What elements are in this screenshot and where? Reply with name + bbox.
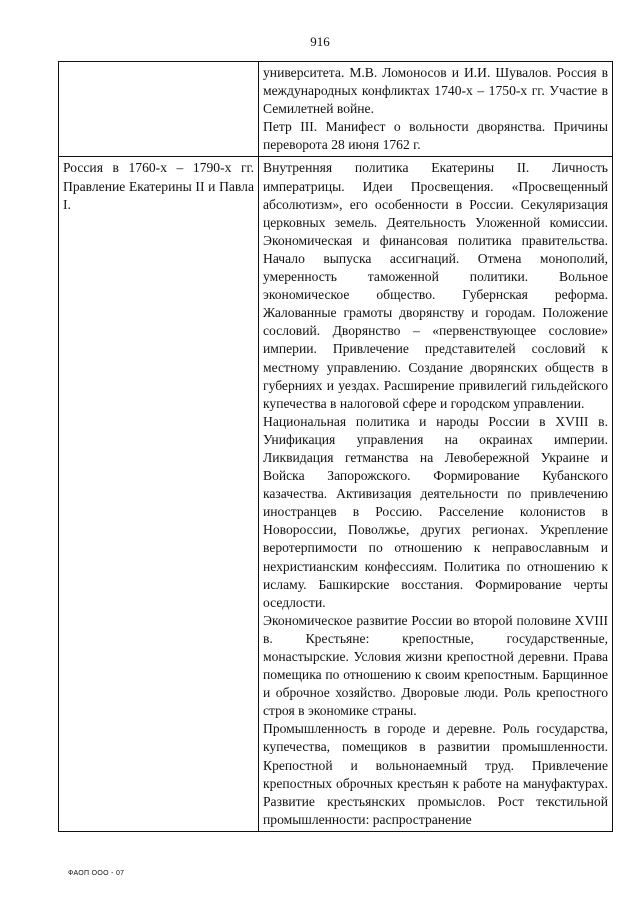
content-paragraph: Петр III. Манифест о вольности дворянства. Причины переворота 28 июня 1762 г. xyxy=(263,119,608,153)
content-cell xyxy=(259,62,613,157)
page-number: 916 xyxy=(310,34,330,49)
curriculum-table xyxy=(58,61,613,832)
content-paragraph: Экономическое развитие России во второй половине XVIII в. Крестьяне: крепостные, государственные, монастырские. Условия жизни крепостной деревни. Права помещика по отношению к своим крепостным. Барщинное и оброчное хозяйство. Дворовые люди. Роль крепостного строя в экономике страны. xyxy=(263,612,608,719)
topic-cell xyxy=(59,157,259,831)
content-paragraph: Внутренняя политика Екатерины II. Личность императрицы. Идеи Просвещения. «Просвещенный абсолютизм», его особенности в России. Секуляризация церковных земель. Деятельность Уложенной комиссии. Экономическая и финансовая политика правительства. Начало выпуска ассигнаций. Отмена монополий, умеренность таможенной политики. Вольное экономическое общество. Губернская реформа. Жалованные грамоты дворянству и городам. Положение сословий. Дворянство – «первенствующее сословие» империи. Привлечение представителей сословий к местному управлению. Создание дворянских обществ в губерниях и уездах. Расширение привилегий гильдейского купечества в налоговой сфере и городском управлении. xyxy=(263,160,608,411)
content-paragraph: Национальная политика и народы России в XVIII в. Унификация управления на окраинах империи. Ликвидация гетманства на Левобережной Украине и Войска Запорожского. Формирование Кубанского казачества. Активизация деятельности по привлечению иностранцев в Россию. Расселение колонистов в Новороссии, Поволжье, других регионах. Укрепление веротерпимости по отношению к неправославным и нехристианским конфессиям. Политика по отношению к исламу. Башкирские восстания. Формирование черты оседлости. xyxy=(263,413,608,610)
content-paragraph: Промышленность в городе и деревне. Роль государства, купечества, помещиков в развитии промышленности. Крепостной и вольнонаемный труд. Привлечение крепостных оброчных крестьян к работе на мануфактурах. Развитие крестьянских промыслов. Рост текстильной промышленности: распространение xyxy=(263,721,608,827)
topic-cell xyxy=(59,62,259,157)
topic-title: Россия в 1760-х – 1790-х гг. Правление Екатерины II и Павла I. xyxy=(63,160,254,212)
content-cell xyxy=(259,157,613,831)
table-row xyxy=(59,62,613,157)
content-paragraph: университета. М.В. Ломоносов и И.И. Шувалов. Россия в международных конфликтах 1740-х – 1750-х гг. Участие в Семилетней войне. xyxy=(263,65,608,117)
footer-code: ФАОП ООО - 07 xyxy=(68,870,125,877)
table-row xyxy=(59,157,613,831)
